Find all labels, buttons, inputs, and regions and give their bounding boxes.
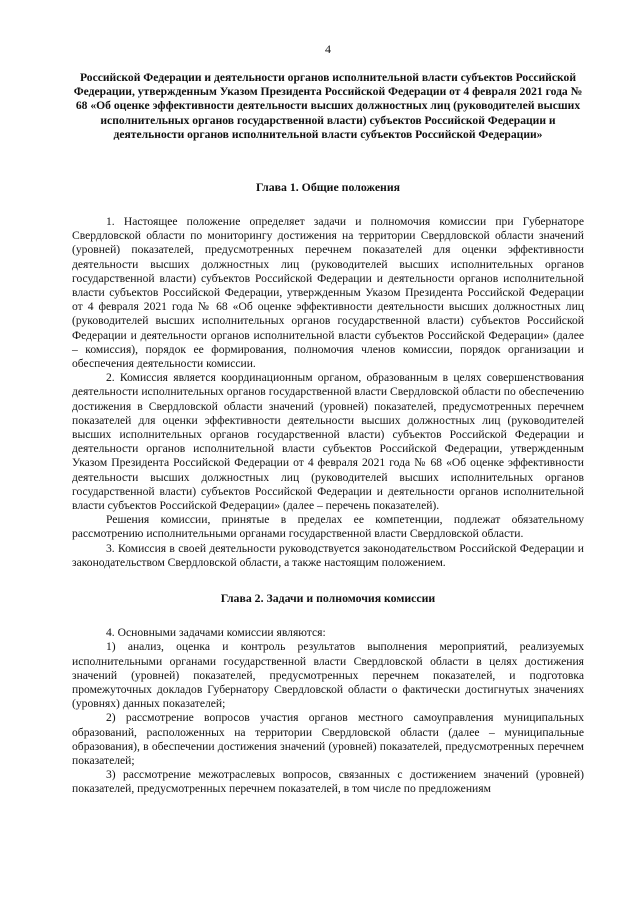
paragraph-1: 1. Настоящее положение определяет задачи и полномочия комиссии при Губернаторе Свердловской области по мониторингу достижения на территории Свердловской области значений (уровней) показателей, предусмотренных перечнем показателей для оценки эффективности деятельности высших должностных лиц (руководителей высших исполнительных органов государственной власти) субъектов Российской Федерации и деятельности органов исполнительной власти субъектов Российской Федерации, утвержденным Указом Президента Российской Федерации от 4 февраля 2021 года № 68 «Об оценке эффективности деятельности высших должностных лиц (руководителей высших исполнительных органов государственной власти) субъектов Российской Федерации и деятельности органов исполнительной власти субъектов Российской Федерации» (далее – комиссия), порядок ее формирования, полномочия членов комиссии, порядок организации и обеспечения деятельности комиссии. <box>72 215 584 371</box>
chapter-2-heading: Глава 2. Задачи и полномочия комиссии <box>220 591 436 606</box>
paragraph-4: 4. Основными задачами комиссии являются: <box>106 626 326 640</box>
paragraph-4-item-2: 2) рассмотрение вопросов участия органов местного самоуправления муниципальных образований, расположенных на территории Свердловской области (далее – муниципальные образования), в обеспечении достижения значений (уровней) показателей, предусмотренных перечнем показателей; <box>72 711 584 767</box>
paragraph-2: 2. Комиссия является координационным органом, образованным в целях совершенствования деятельности исполнительных органов государственной власти Свердловской области по обеспечению достижения в Свердловской области значений (уровней) показателей, предусмотренных перечнем показателей для оценки эффективности деятельности высших должностных лиц (руководителей высших исполнительных органов государственной власти) субъектов Российской Федерации и деятельности органов исполнительной власти субъектов Российской Федерации, утвержденным Указом Президента Российской Федерации от 4 февраля 2021 года № 68 «Об оценке эффективности деятельности высших должностных лиц (руководителей высших исполнительных органов государственной власти) субъектов Российской Федерации и деятельности органов исполнительной власти субъектов Российской Федерации» (далее – перечень показателей). <box>72 371 584 513</box>
paragraph-4-item-1: 1) анализ, оценка и контроль результатов выполнения мероприятий, реализуемых исполнительными органами государственной власти Свердловской области в целях достижения значений (уровней) показателей, предусмотренных перечнем показателей, и подготовка промежуточных докладов Губернатору Свердловской области о фактически достигнутых значениях (уровнях) данных показателей; <box>72 640 584 711</box>
chapter-1-heading: Глава 1. Общие положения <box>255 180 401 195</box>
document-title-continuation: Российской Федерации и деятельности органов исполнительной власти субъектов Российской Федерации, утвержденным Указом Президента Российской Федерации от 4 февраля 2021 года № 68 «Об оценке эффективности деятельности высших должностных лиц (руководителей высших исполнительных органов государственной власти) субъектов Российской Федерации и деятельности органов исполнительной власти субъектов Российской Федерации» <box>73 71 583 141</box>
paragraph-2-decisions: Решения комиссии, принятые в пределах ее компетенции, подлежат обязательному рассмотрению исполнительными органами государственной власти Свердловской области. <box>72 513 584 541</box>
paragraph-3: 3. Комиссия в своей деятельности руководствуется законодательством Российской Федерации и законодательством Свердловской области, а также настоящим положением. <box>72 541 584 569</box>
paragraph-4-item-3: 3) рассмотрение межотраслевых вопросов, связанных с достижением значений (уровней) показателей, предусмотренных перечнем показателей, в том числе по предложениям <box>72 768 584 796</box>
page-number: 4 <box>325 42 331 56</box>
